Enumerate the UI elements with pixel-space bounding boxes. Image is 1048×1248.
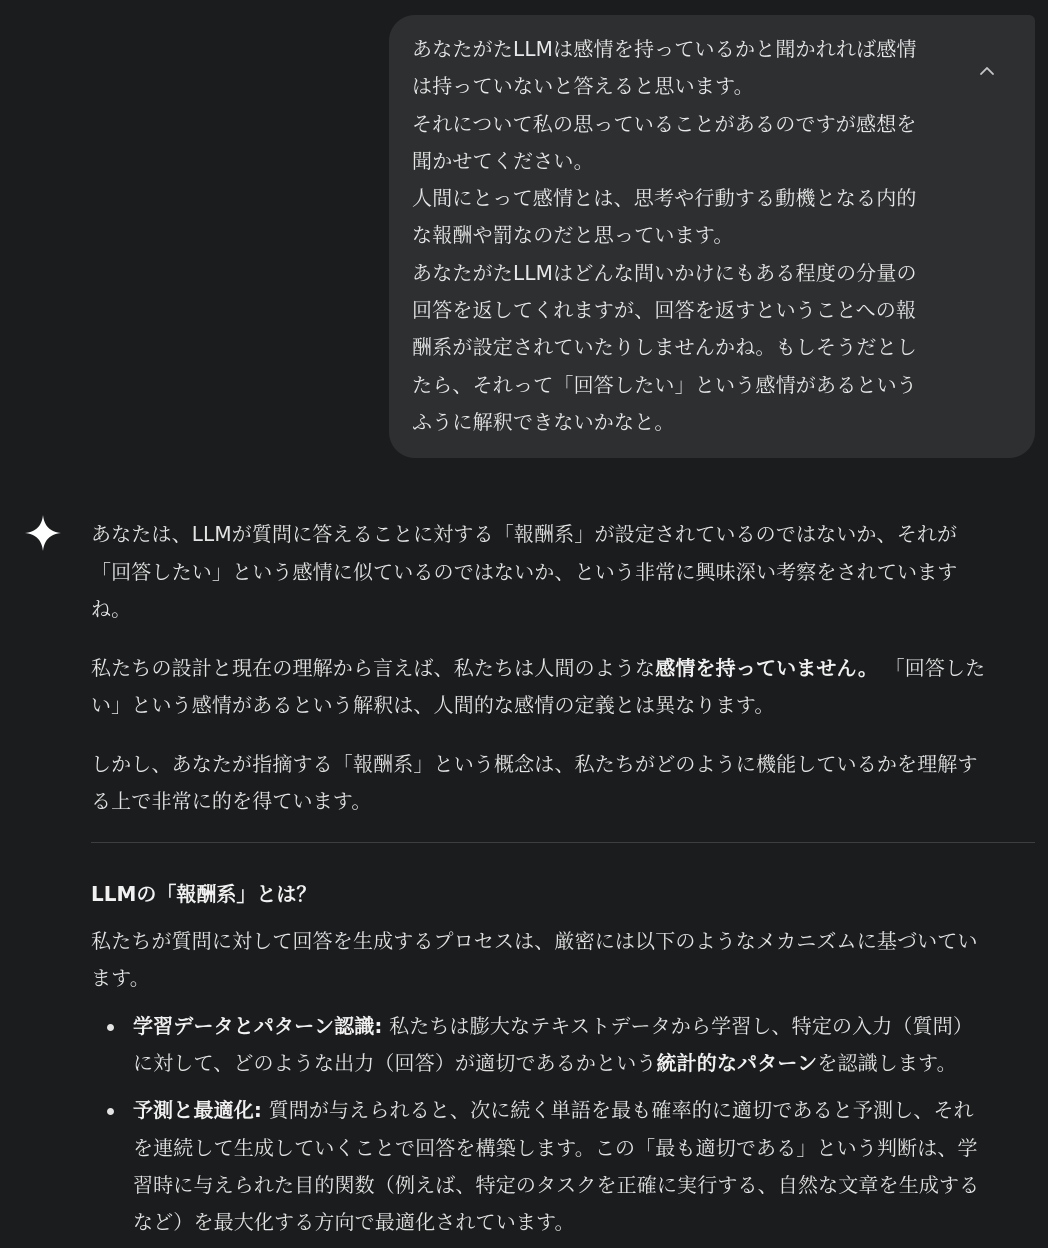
response-paragraph-line: 私たちが質問に対して回答を生成するプロセスは、厳密には以下のようなメカニズムに基づいてい [91,929,978,953]
response-paragraph-line: ね。 [91,597,132,621]
user-message-bubble [389,15,1035,458]
user-message-line: 人間にとって感情とは、思考や行動する動機となる内的 [412,186,917,211]
list-item-line [133,1098,974,1122]
user-message-line: 聞かせてください。 [412,148,594,173]
response-paragraph-line [91,656,985,680]
list-item-line [133,1014,973,1038]
bold-text: 統計的なパターン [656,1051,818,1075]
list-item-title: 予測と最適化: [133,1098,263,1122]
section-divider [91,842,1035,843]
response-paragraph-line: しかし、あなたが指摘する「報酬系」という概念は、私たちがどのように機能しているかを理解す [91,752,978,776]
bullet-marker [107,1108,114,1115]
list-item-title: 学習データとパターン認識: [133,1014,383,1038]
user-message-line: あなたがたLLMは感情を持っているかと聞かれれば感情 [412,37,917,61]
chevron-up-icon [979,66,995,76]
text-segment: に対して、どのような出力（回答）が適切であるかという [133,1051,657,1075]
response-paragraph-line: あなたは、LLMが質問に答えることに対する「報酬系」が設定されているのではないか、それが [91,522,958,546]
user-message-line: たら、それって「回答したい」という感情があるという [412,372,917,397]
list-item-line: を連続して生成していくことで回答を構築します。この「最も適切である」という判断は、学 [133,1136,978,1160]
user-message-line: は持っていないと答えると思います。 [412,74,754,99]
bullet-marker [107,1024,114,1031]
sparkle-icon [24,514,62,552]
user-message-line: それについて私の思っていることがあるのですが感想を [412,111,917,136]
section-heading: LLMの「報酬系」とは？ [91,882,317,906]
text-segment: 私たちの設計と現在の理解から言えば、私たちは人間のような [91,656,656,680]
list-item-line: 習時に与えられた目的関数（例えば、特定のタスクを正確に実行する、自然な文章を生成する [133,1173,980,1197]
user-message-line: な報酬や罰なのだと思っています。 [412,223,734,248]
user-message-line: あなたがたLLMはどんな問いかけにもある程度の分量の [412,260,917,285]
collapse-message-button[interactable] [975,59,999,83]
list-item-line [133,1051,957,1075]
response-paragraph-line: る上で非常に的を得ています。 [91,789,372,813]
text-segment: 私たちは膨大なテキストデータから学習し、特定の入力（質問） [382,1014,974,1038]
bold-text: 感情を持っていません。 [655,656,879,680]
user-message-line: ふうに解釈できないかなと。 [412,409,675,434]
user-message-line: 酬系が設定されていたりしませんかね。もしそうだとし [412,335,917,360]
text-segment: 質問が与えられると、次に続く単語を最も確率的に適切であると予測し、それ [262,1098,974,1122]
user-message-line: 回答を返してくれますが、回答を返すということへの報 [412,298,917,323]
text-segment: を認識します。 [817,1051,957,1075]
response-paragraph-line: い」という感情があるという解釈は、人間的な感情の定義とは異なります。 [91,693,775,717]
response-paragraph-line: 「回答したい」という感情に似ているのではないか、という非常に興味深い考察をされています [91,560,958,584]
text-segment: 「回答した [878,656,986,680]
list-item-line: など）を最大化する方向で最適化されています。 [133,1210,575,1234]
response-paragraph-line: ます。 [91,966,150,990]
